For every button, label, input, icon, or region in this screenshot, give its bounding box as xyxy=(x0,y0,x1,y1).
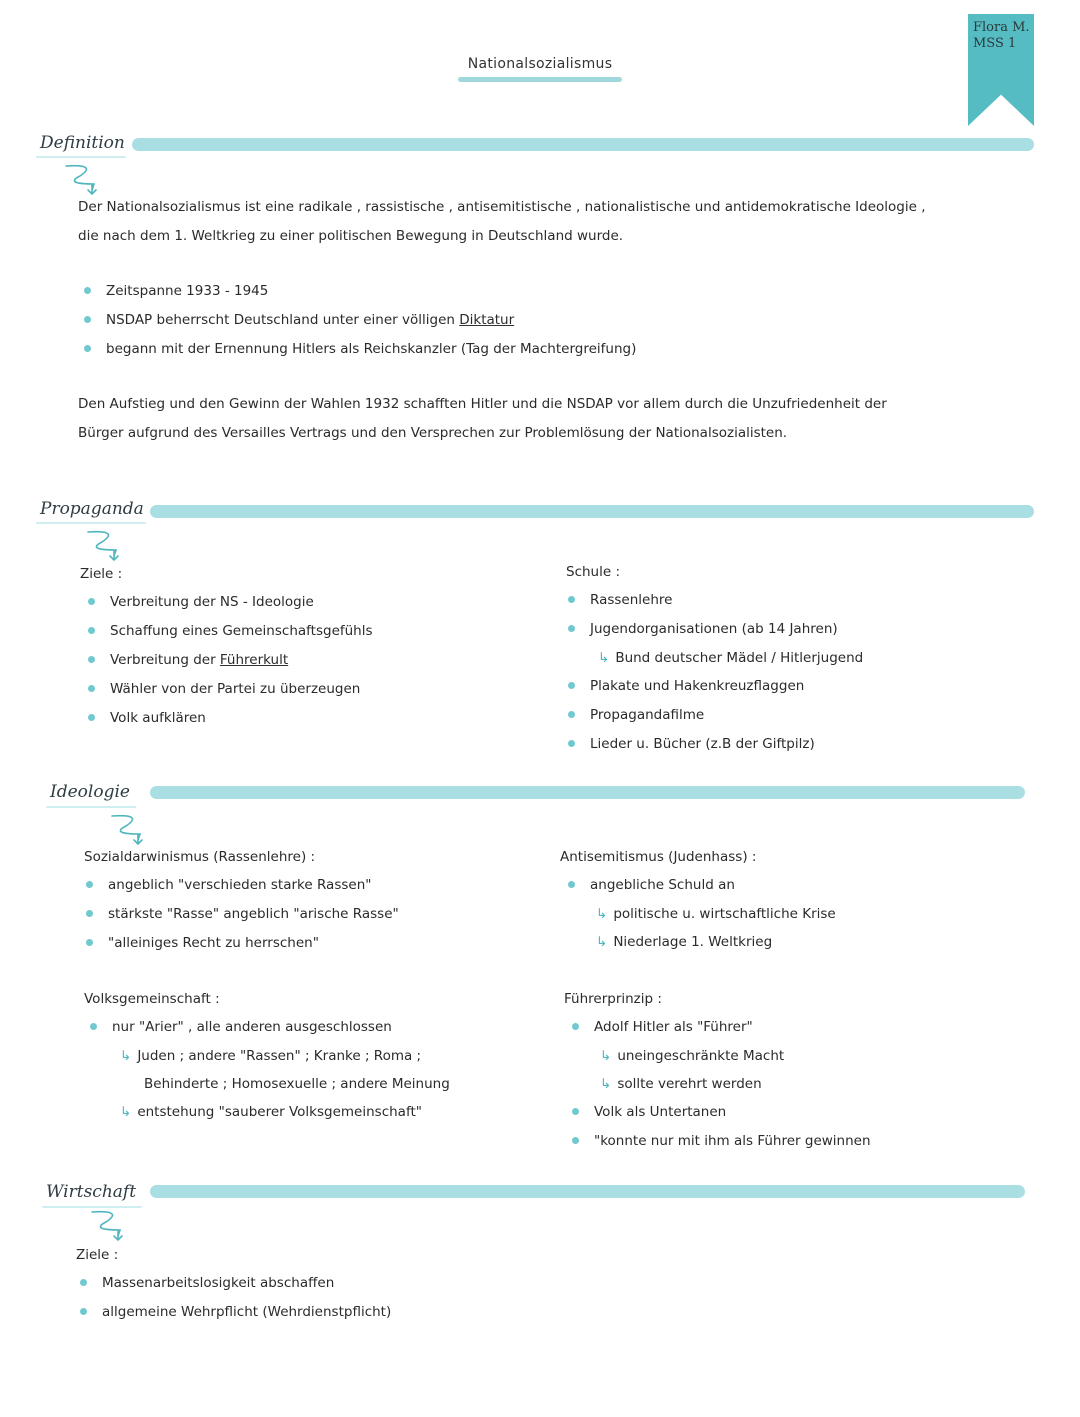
bullet-dot-icon xyxy=(568,711,575,718)
bullet-dot-icon xyxy=(86,881,93,888)
sub-arrow-icon: ↳ xyxy=(120,1048,132,1064)
propaganda-ziele-label: Ziele : xyxy=(80,566,123,582)
list-item: begann mit der Ernennung Hitlers als Reichskanzler (Tag der Machtergreifung) xyxy=(84,335,636,364)
underlined-term: Diktatur xyxy=(459,312,515,328)
section-heading-ideologie: Ideologie xyxy=(50,782,130,802)
list-item: NSDAP beherrscht Deutschland unter einer völligen Diktatur xyxy=(84,306,636,335)
author-label xyxy=(973,20,1030,52)
paragraph-line: Den Aufstieg und den Gewinn der Wahlen 1932 schafften Hitler und die NSDAP vor allem durch die Unzufriedenheit der xyxy=(78,396,887,412)
sub-arrow-icon: ↳ xyxy=(120,1104,132,1120)
bullet-dot-icon xyxy=(572,1023,579,1030)
volksgemeinschaft-list xyxy=(90,1013,392,1042)
propaganda-schule-label: Schule : xyxy=(566,564,620,580)
bullet-dot-icon xyxy=(572,1108,579,1115)
definition-text-line: die nach dem 1. Weltkrieg zu einer politischen Bewegung in Deutschland wurde. xyxy=(78,228,624,244)
bullet-dot-icon xyxy=(88,598,95,605)
propaganda-ziele-list xyxy=(88,588,373,733)
bullet-dot-icon xyxy=(86,939,93,946)
bullet-dot-icon xyxy=(568,625,575,632)
antisemitismus-list xyxy=(568,871,735,900)
list-item: allgemeine Wehrpflicht (Wehrdienstpflicht) xyxy=(80,1298,391,1327)
ideologie-section-bar xyxy=(150,786,1025,799)
bullet-dot-icon xyxy=(80,1279,87,1286)
antisemitismus-label: Antisemitismus (Judenhass) : xyxy=(560,849,757,865)
bullet-dot-icon xyxy=(572,1137,579,1144)
list-item: angeblich "verschieden starke Rassen" xyxy=(86,871,399,900)
list-item: "alleiniges Recht zu herrschen" xyxy=(86,929,399,958)
bullet-dot-icon xyxy=(86,910,93,917)
definition-section-bar xyxy=(132,138,1034,151)
bullet-dot-icon xyxy=(84,345,91,352)
list-item: Verbreitung der Führerkult xyxy=(88,646,373,675)
propaganda-schule-subitem: ↳ Bund deutscher Mädel / Hitlerjugend xyxy=(598,650,864,666)
fuehrerprinzip-subitem: ↳ sollte verehrt werden xyxy=(600,1076,762,1092)
sub-arrow-icon: ↳ xyxy=(598,650,610,666)
fuehrerprinzip-list-cont xyxy=(572,1098,871,1156)
sub-arrow-icon: ↳ xyxy=(596,906,608,922)
propaganda-schule-list xyxy=(568,586,838,644)
propaganda-section-bar xyxy=(150,505,1034,518)
author-name: Flora M. xyxy=(973,20,1030,35)
list-item: nur "Arier" , alle anderen ausgeschlossen xyxy=(90,1013,392,1042)
list-item: Zeitspanne 1933 - 1945 xyxy=(84,277,636,306)
bullet-dot-icon xyxy=(88,714,95,721)
fuehrerprinzip-label: Führerprinzip : xyxy=(564,991,662,1007)
list-item: Propagandafilme xyxy=(568,701,815,730)
bullet-dot-icon xyxy=(88,685,95,692)
volksgemeinschaft-subitem-continued: Behinderte ; Homosexuelle ; andere Meinung xyxy=(144,1076,450,1092)
list-item: stärkste "Rasse" angeblich "arische Rasse" xyxy=(86,900,399,929)
list-item: Wähler von der Partei zu überzeugen xyxy=(88,675,373,704)
definition-text-line: Der Nationalsozialismus ist eine radikale , rassistische , antisemitistische , nationalistische und antidemokratische Ideologie , xyxy=(78,199,926,215)
sub-arrow-icon: ↳ xyxy=(600,1048,612,1064)
bullet-dot-icon xyxy=(88,627,95,634)
fuehrerprinzip-list xyxy=(572,1013,753,1042)
bullet-dot-icon xyxy=(568,596,575,603)
propaganda-schule-list-cont xyxy=(568,672,815,759)
wirtschaft-section-bar xyxy=(150,1185,1025,1198)
wirtschaft-ziele-list xyxy=(80,1269,391,1327)
bullet-dot-icon xyxy=(568,682,575,689)
bullet-dot-icon xyxy=(88,656,95,663)
wirtschaft-ziele-label: Ziele : xyxy=(76,1247,119,1263)
sub-arrow-icon: ↳ xyxy=(600,1076,612,1092)
antisemitismus-subitem: ↳ politische u. wirtschaftliche Krise xyxy=(596,906,836,922)
volksgemeinschaft-label: Volksgemeinschaft : xyxy=(84,991,220,1007)
antisemitismus-subitem: ↳ Niederlage 1. Weltkrieg xyxy=(596,934,773,950)
bullet-dot-icon xyxy=(90,1023,97,1030)
list-item: Verbreitung der NS - Ideologie xyxy=(88,588,373,617)
bullet-dot-icon xyxy=(84,287,91,294)
sozialdarwinismus-label: Sozialdarwinismus (Rassenlehre) : xyxy=(84,849,316,865)
list-item: angebliche Schuld an xyxy=(568,871,735,900)
list-item: Plakate und Hakenkreuzflaggen xyxy=(568,672,815,701)
paragraph-line: Bürger aufgrund des Versailles Vertrags und den Versprechen zur Problemlösung der Nationalsozialisten. xyxy=(78,425,788,441)
sub-arrow-icon: ↳ xyxy=(596,934,608,950)
fuehrerprinzip-subitem: ↳ uneingeschränkte Macht xyxy=(600,1048,785,1064)
volksgemeinschaft-subitem: ↳ entstehung "sauberer Volksgemeinschaft" xyxy=(120,1104,422,1120)
list-item: Volk aufklären xyxy=(88,704,373,733)
definition-text xyxy=(78,193,1038,251)
list-item: Schaffung eines Gemeinschaftsgefühls xyxy=(88,617,373,646)
list-item: Rassenlehre xyxy=(568,586,838,615)
bullet-dot-icon xyxy=(80,1308,87,1315)
bullet-dot-icon xyxy=(568,881,575,888)
page-title: Nationalsozialismus xyxy=(467,56,613,72)
volksgemeinschaft-subitem: ↳ Juden ; andere "Rassen" ; Kranke ; Roma ; xyxy=(120,1048,422,1064)
title-underline xyxy=(458,77,622,82)
section-heading-definition: Definition xyxy=(40,133,125,153)
definition-bullet-list xyxy=(84,277,636,364)
list-item: Volk als Untertanen xyxy=(572,1098,871,1127)
definition-paragraph-2 xyxy=(78,390,1038,448)
underlined-term: Führerkult xyxy=(219,652,289,668)
author-class: MSS 1 xyxy=(973,36,1017,51)
list-item: "konnte nur mit ihm als Führer gewinnen xyxy=(572,1127,871,1156)
bullet-dot-icon xyxy=(568,740,575,747)
section-heading-wirtschaft: Wirtschaft xyxy=(46,1182,137,1202)
list-item: Massenarbeitslosigkeit abschaffen xyxy=(80,1269,391,1298)
section-heading-propaganda: Propaganda xyxy=(40,499,144,519)
list-item: Adolf Hitler als "Führer" xyxy=(572,1013,753,1042)
sozialdarwinismus-list xyxy=(86,871,399,958)
list-item: Lieder u. Bücher (z.B der Giftpilz) xyxy=(568,730,815,759)
bullet-dot-icon xyxy=(84,316,91,323)
list-item: Jugendorganisationen (ab 14 Jahren) xyxy=(568,615,838,644)
